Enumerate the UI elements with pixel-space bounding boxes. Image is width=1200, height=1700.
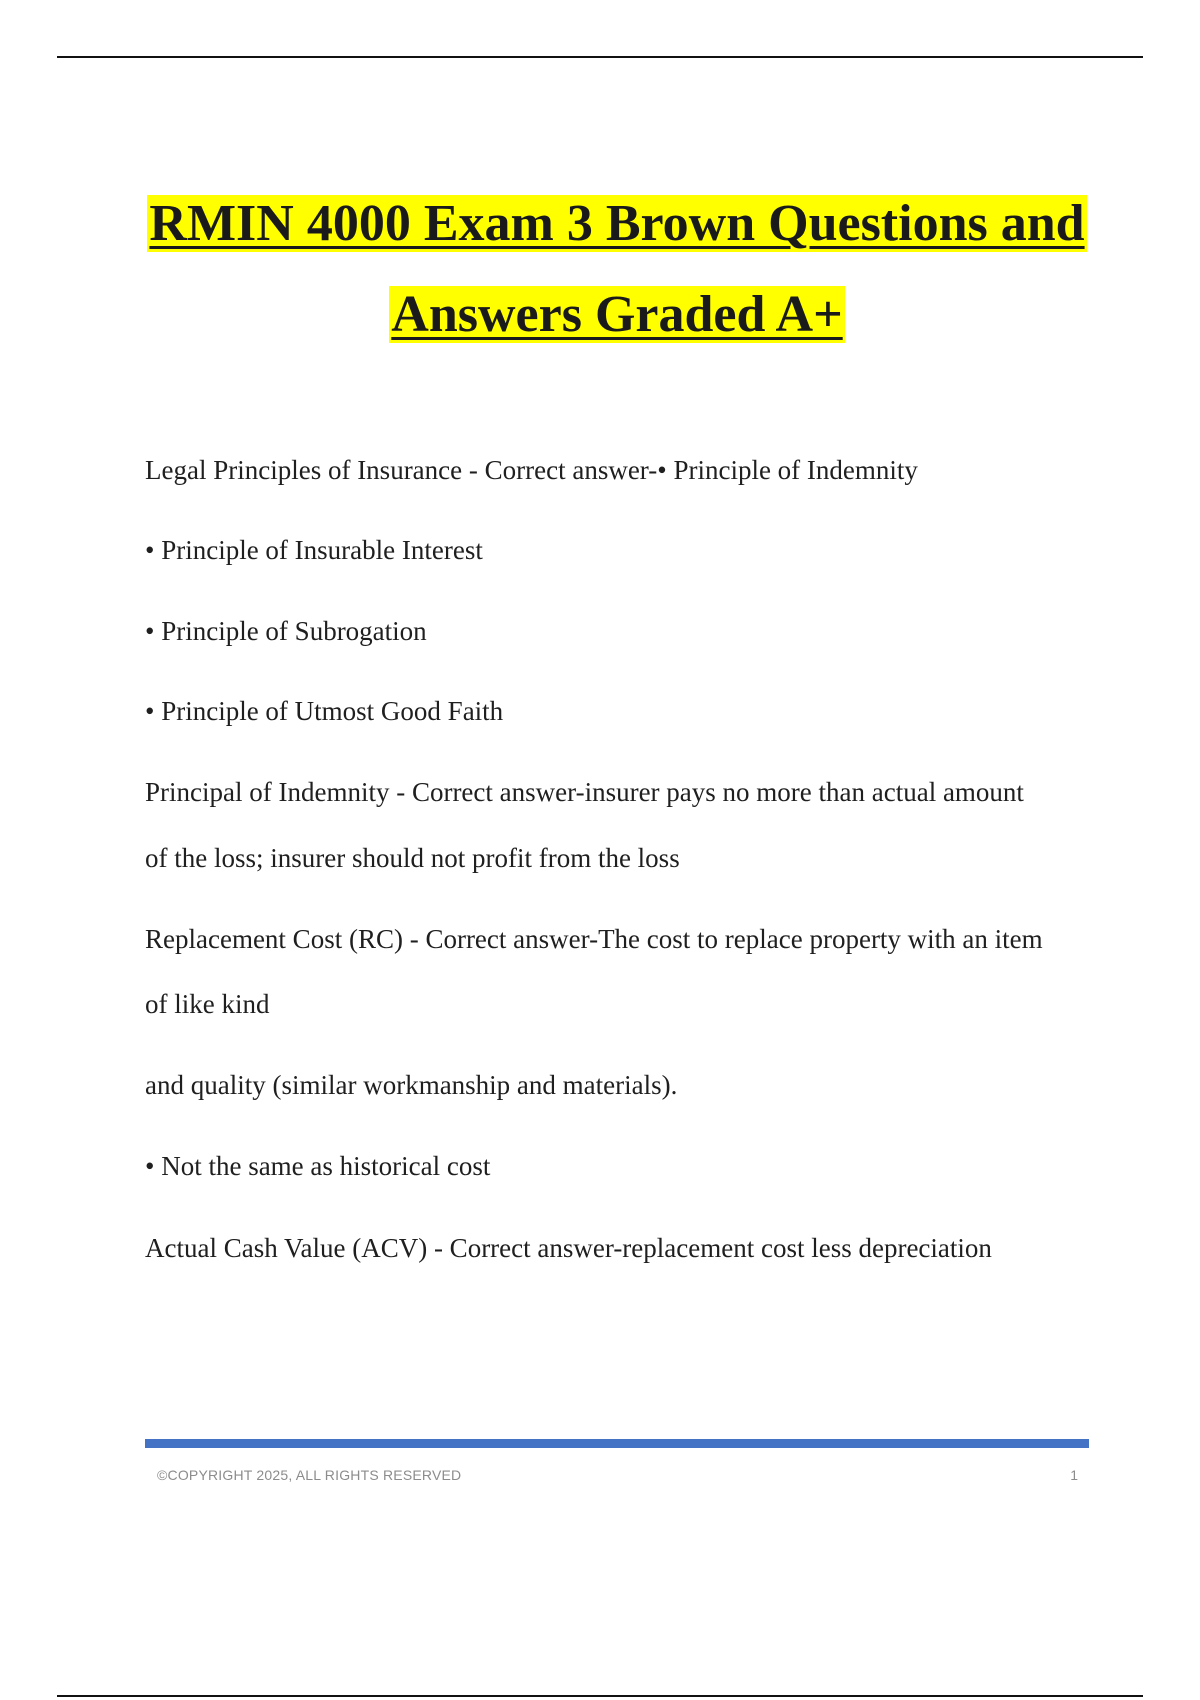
title-line-1: RMIN 4000 Exam 3 Brown Questions and xyxy=(149,195,1085,252)
qa-line: Legal Principles of Insurance - Correct answer-• Principle of Indemnity xyxy=(145,455,918,485)
footer-bar xyxy=(145,1439,1089,1448)
qa-line: Principal of Indemnity - Correct answer-insurer pays no more than actual amount xyxy=(145,777,1024,807)
qa-line: and quality (similar workmanship and materials). xyxy=(145,1070,678,1100)
qa-line: Actual Cash Value (ACV) - Correct answer-replacement cost less depreciation xyxy=(145,1233,992,1263)
qa-line: • Not the same as historical cost xyxy=(145,1151,491,1181)
footer-copyright: ©COPYRIGHT 2025, ALL RIGHTS RESERVED xyxy=(157,1467,462,1483)
qa-line: • Principle of Insurable Interest xyxy=(145,535,483,565)
document-title xyxy=(145,178,1089,360)
qa-line: Replacement Cost (RC) - Correct answer-The cost to replace property with an item xyxy=(145,924,1043,954)
page-number: 1 xyxy=(1070,1467,1078,1483)
qa-line: of the loss; insurer should not profit from the loss xyxy=(145,843,680,873)
qa-line: of like kind xyxy=(145,989,270,1019)
qa-line: • Principle of Subrogation xyxy=(145,616,427,646)
title-line-2: Answers Graded A+ xyxy=(391,286,843,343)
qa-line: • Principle of Utmost Good Faith xyxy=(145,696,504,726)
top-rule xyxy=(57,56,1143,58)
bottom-rule xyxy=(57,1695,1143,1697)
